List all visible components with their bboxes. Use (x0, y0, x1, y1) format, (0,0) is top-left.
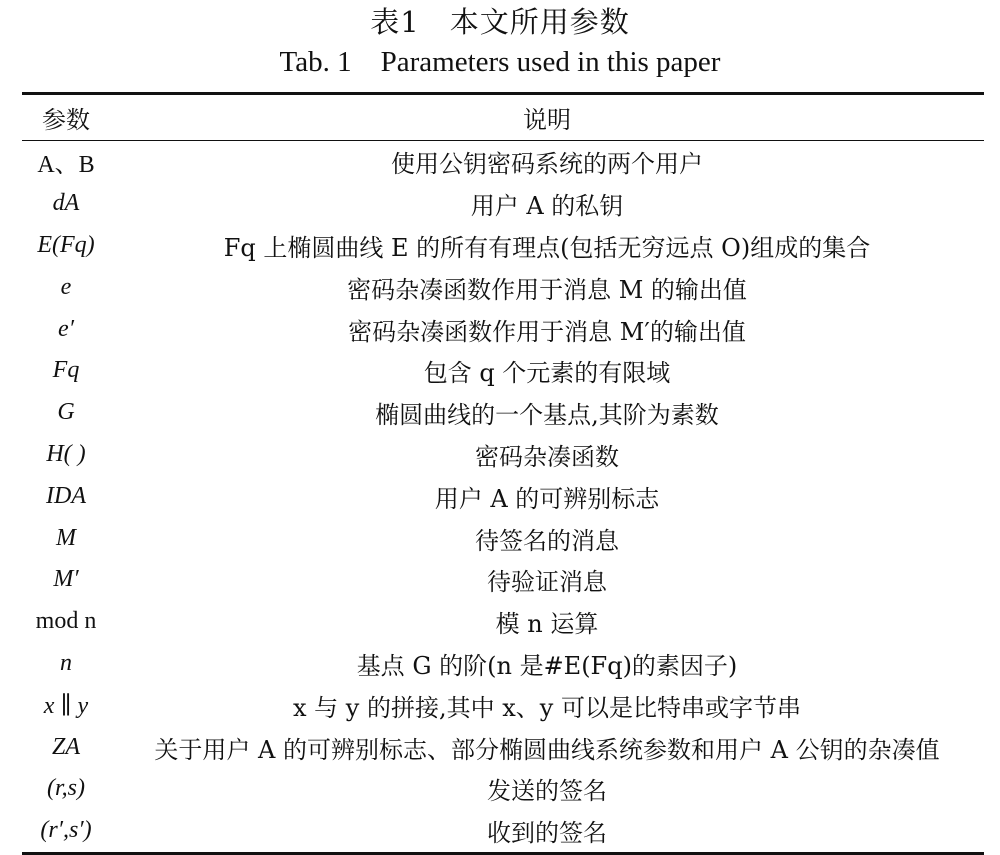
param-symbol: e′ (58, 315, 74, 342)
parameters-table (22, 92, 984, 855)
param-description: 关于用户 A 的可辨别标志、部分椭圆曲线系统参数和用户 A 公钥的杂凑值 (154, 735, 940, 764)
table-body (22, 141, 984, 854)
header-parameter: 参数 (42, 106, 90, 134)
table-row (22, 141, 984, 183)
table-row (22, 643, 984, 685)
param-symbol: H( ) (46, 440, 86, 467)
table-caption-en: Tab. 1 Parameters used in this paper (279, 46, 721, 78)
table-row (22, 225, 984, 267)
table-row (22, 308, 984, 350)
param-symbol: M (56, 524, 76, 551)
param-description: 基点 G 的阶(n 是#E(Fq)的素因子) (356, 651, 738, 680)
param-description: 密码杂凑函数作用于消息 M 的输出值 (347, 275, 747, 304)
param-symbol: e (60, 273, 72, 300)
param-description: 使用公钥密码系统的两个用户 (391, 150, 703, 179)
param-description: 待验证消息 (487, 568, 607, 597)
table-row (22, 601, 984, 643)
table-row (22, 726, 984, 768)
param-description: 包含 q 个元素的有限域 (423, 359, 671, 388)
param-symbol: M′ (53, 566, 79, 593)
param-symbol: A、B (37, 152, 95, 179)
param-symbol: Fq (52, 357, 80, 384)
param-symbol: ZA (51, 733, 80, 760)
param-description: 模 n 运算 (495, 610, 599, 639)
table-row (22, 183, 984, 225)
table-row (22, 434, 984, 476)
param-description: 待签名的消息 (475, 526, 619, 555)
param-description: 椭圆曲线的一个基点,其阶为素数 (375, 401, 719, 430)
param-description: 收到的签名 (487, 819, 607, 848)
param-symbol: E(Fq) (37, 231, 95, 258)
table-row (22, 350, 984, 392)
table-row (22, 392, 984, 434)
table-row (22, 517, 984, 559)
header-description: 说明 (523, 106, 571, 134)
param-description: 用户 A 的私钥 (470, 192, 624, 221)
param-symbol: IDA (46, 482, 86, 509)
table-row (22, 768, 984, 810)
table-caption-zh: 表1 本文所用参数 (370, 5, 630, 39)
table-row (22, 559, 984, 601)
param-symbol: G (57, 399, 75, 426)
param-description: 密码杂凑函数 (475, 442, 619, 471)
param-symbol: mod n (35, 608, 97, 635)
param-symbol: dA (52, 190, 80, 217)
param-description: 密码杂凑函数作用于消息 M′的输出值 (348, 317, 746, 346)
table-row (22, 684, 984, 726)
table-row (22, 475, 984, 517)
param-symbol: (r,s) (46, 775, 85, 802)
param-symbol: n (60, 649, 72, 676)
table-header-row (22, 94, 984, 141)
table-row (22, 266, 984, 308)
table-row (22, 810, 984, 853)
param-description: x 与 y 的拼接,其中 x、y 可以是比特串或字节串 (293, 693, 801, 722)
param-description: 发送的签名 (487, 777, 607, 806)
param-description: 用户 A 的可辨别标志 (434, 484, 660, 513)
param-symbol: (r′,s′) (40, 817, 92, 844)
param-symbol: x ∥ y (43, 692, 89, 719)
param-description: Fq 上椭圆曲线 E 的所有有理点(包括无穷远点 O)组成的集合 (223, 233, 871, 262)
